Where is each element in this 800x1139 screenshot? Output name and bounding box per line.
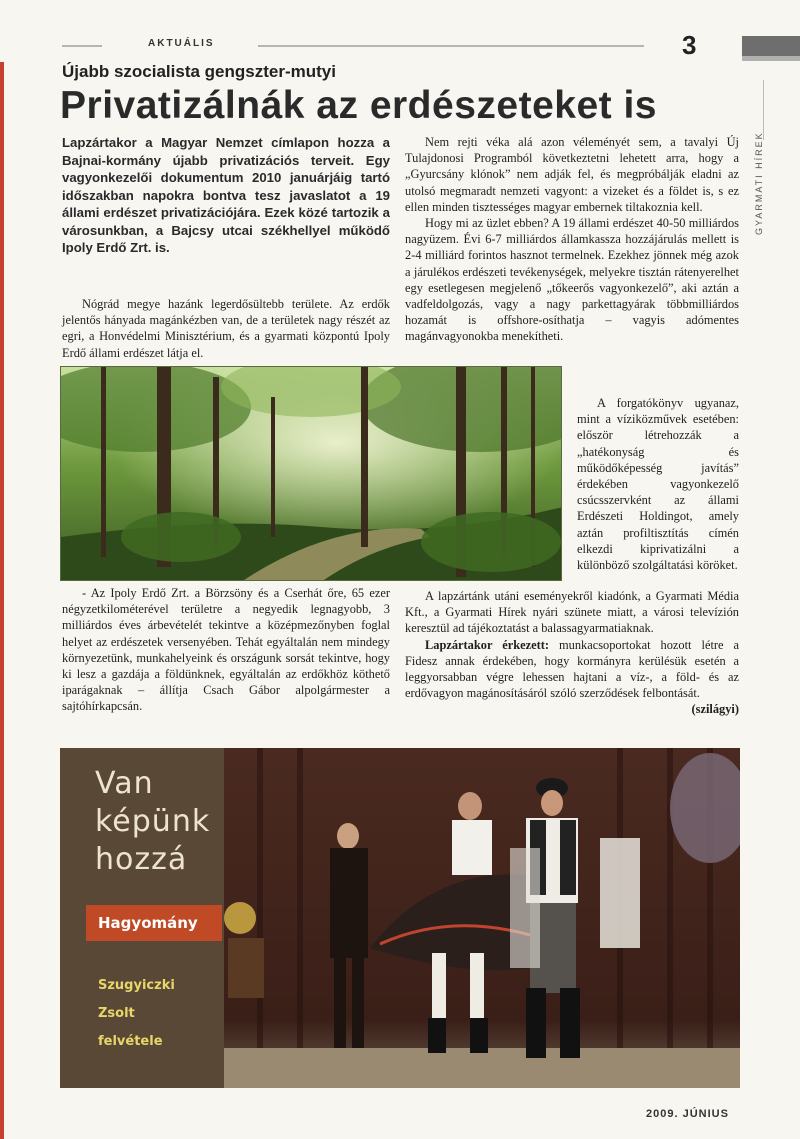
feature-title-line: hozzá — [95, 842, 188, 877]
article-intro-paragraph: Nógrád megye hazánk legerdősültebb területe. Az erdők jelentős hányada magánkézben van, de a területek nagy részét az egri, a Honvédelmi Minisztérium, és a gyarmati központú Ipoly Erdő állami erdészet látja el. — [62, 297, 390, 360]
photo-credit-line: felvétele — [98, 1034, 163, 1049]
late-news-label: Lapzártakor érkezett: — [425, 637, 549, 652]
article-late-paragraph — [405, 637, 740, 717]
side-publication-label: GYARMATI HÍREK — [754, 131, 764, 235]
late-news-text: munkacsoportokat hozott létre a Fidesz annak érdekében, hogy kormányra kerülésük esetén a leggyorsabban végre lehessen hajtani a víz-, a föld- és az erdővagyon magánosításáról szóló szerződések felbontását. — [405, 637, 740, 701]
header-rule-right — [258, 45, 644, 47]
article-narrow-column — [577, 395, 739, 573]
article-lead: Lapzártakor a Magyar Nemzet címlapon hozza a Bajnai-kormány újabb privatizációs terveit. Egy vagyonkezelői dokumentum 2010 januárjáig tartó időszakban napokra bontva tesz javaslatot a 19 állami erdészet privatizációjára. Ezek közé tartozik a városunkban, a Bajcsy utcai székhellyel működő Ipoly Erdő Zrt. is. — [62, 135, 390, 255]
article-headline: Privatizálnák az erdészeteket is — [60, 84, 657, 127]
article-paragraph: Nem rejti véka alá azon véleményét sem, a tavalyi Új Tulajdonosi Programból következtetni lehetett arra, hogy a „Gyurcsány klónok” nem adják fel, és megpróbálják eladni az utolsó megmaradt nemzeti vagyont: a vizeket és a földet is, s ez ellen minden tisztességes magyar embernek tiltakoznia kell. — [405, 135, 739, 214]
article-kicker: Újabb szocialista gengszter-mutyi — [62, 62, 336, 81]
header-rule-left — [62, 45, 102, 47]
article-signature: (szilágyi) — [691, 702, 739, 717]
feature-title-line: Van — [95, 766, 154, 801]
photo-credit-line: Szugyiczki — [98, 978, 175, 993]
article-right-column-bottom — [405, 588, 739, 718]
page-number: 3 — [682, 30, 697, 60]
feature-title — [95, 765, 210, 879]
article-right-column-top — [405, 134, 739, 345]
forest-photo — [60, 366, 562, 581]
article-paragraph-quote: - Az Ipoly Erdő Zrt. a Börzsöny és a Cserhát őre, 65 ezer négyzetkilométerével területre a negyedik legnagyobb, 3 milliárdos éves árbevételét tekintve a középmezőnyben foglal helyet az erdészetek versenyében. Tehát egyáltalán nem mindegy környezetünk, munkahelyeink és országunk sorsát tekintve, hogy ki lesz a gazdája a földünknek, egyáltalán az erdőkhöz köthető iparágaknak – állítja Csach Gábor alpolgármester a sajtóhírkapcsán. — [62, 586, 390, 714]
section-label: AKTUÁLIS — [148, 38, 215, 49]
page-tab — [742, 36, 800, 56]
photo-credit — [98, 972, 175, 1056]
article-paragraph: Hogy mi az üzlet ebben? A 19 állami erdészet 40-50 milliárdos nagyüzem. Évi 6-7 milliárdos államkassza hozzájárulás mellett is 2-4 milliárd forintos hasznot termelnek. Ezekhez jönnek még azok a járulékos erdészeti tevékenységek, melyekre tisztán rátenyerelhet egy esetlegesen megjelenő „tőkeerős vagyonkezelő”, aki aztán a vadfeldolgozás, vagy a nagy parkettagyárak többmilliárdos hozamát is offshore-osíthatja – vagyis adómentes magánvagyonokba menekítheti. — [405, 216, 739, 344]
article-paragraph: A lapzártánk utáni eseményekről kiadónk, a Gyarmati Média Kft., a Gyarmati Hírek nyári szünete miatt, a városi televízión keresztül ad tájékoztatást a balassagyarmatiaknak. — [405, 589, 739, 636]
issue-date: 2009. JÚNIUS — [646, 1108, 729, 1120]
feature-title-line: képünk — [95, 804, 211, 839]
photo-credit-line: Zsolt — [98, 1006, 135, 1021]
article-paragraph: A forgatókönyv ugyanaz, mint a víziközművek esetében: először létrehozzák a „hatékonyság és működőképesség javítás” érdekében vagyonkezelő csúcsszervként az állami Erdészeti Holdingot, amely aztán profiltisztítás címén elkezdi kiprivatizálni a különböző szolgáltatási köröket. — [577, 396, 739, 573]
page-tab-shadow — [742, 56, 800, 61]
page-edge-bar — [0, 62, 4, 1139]
feature-tag: Hagyomány — [86, 905, 222, 941]
